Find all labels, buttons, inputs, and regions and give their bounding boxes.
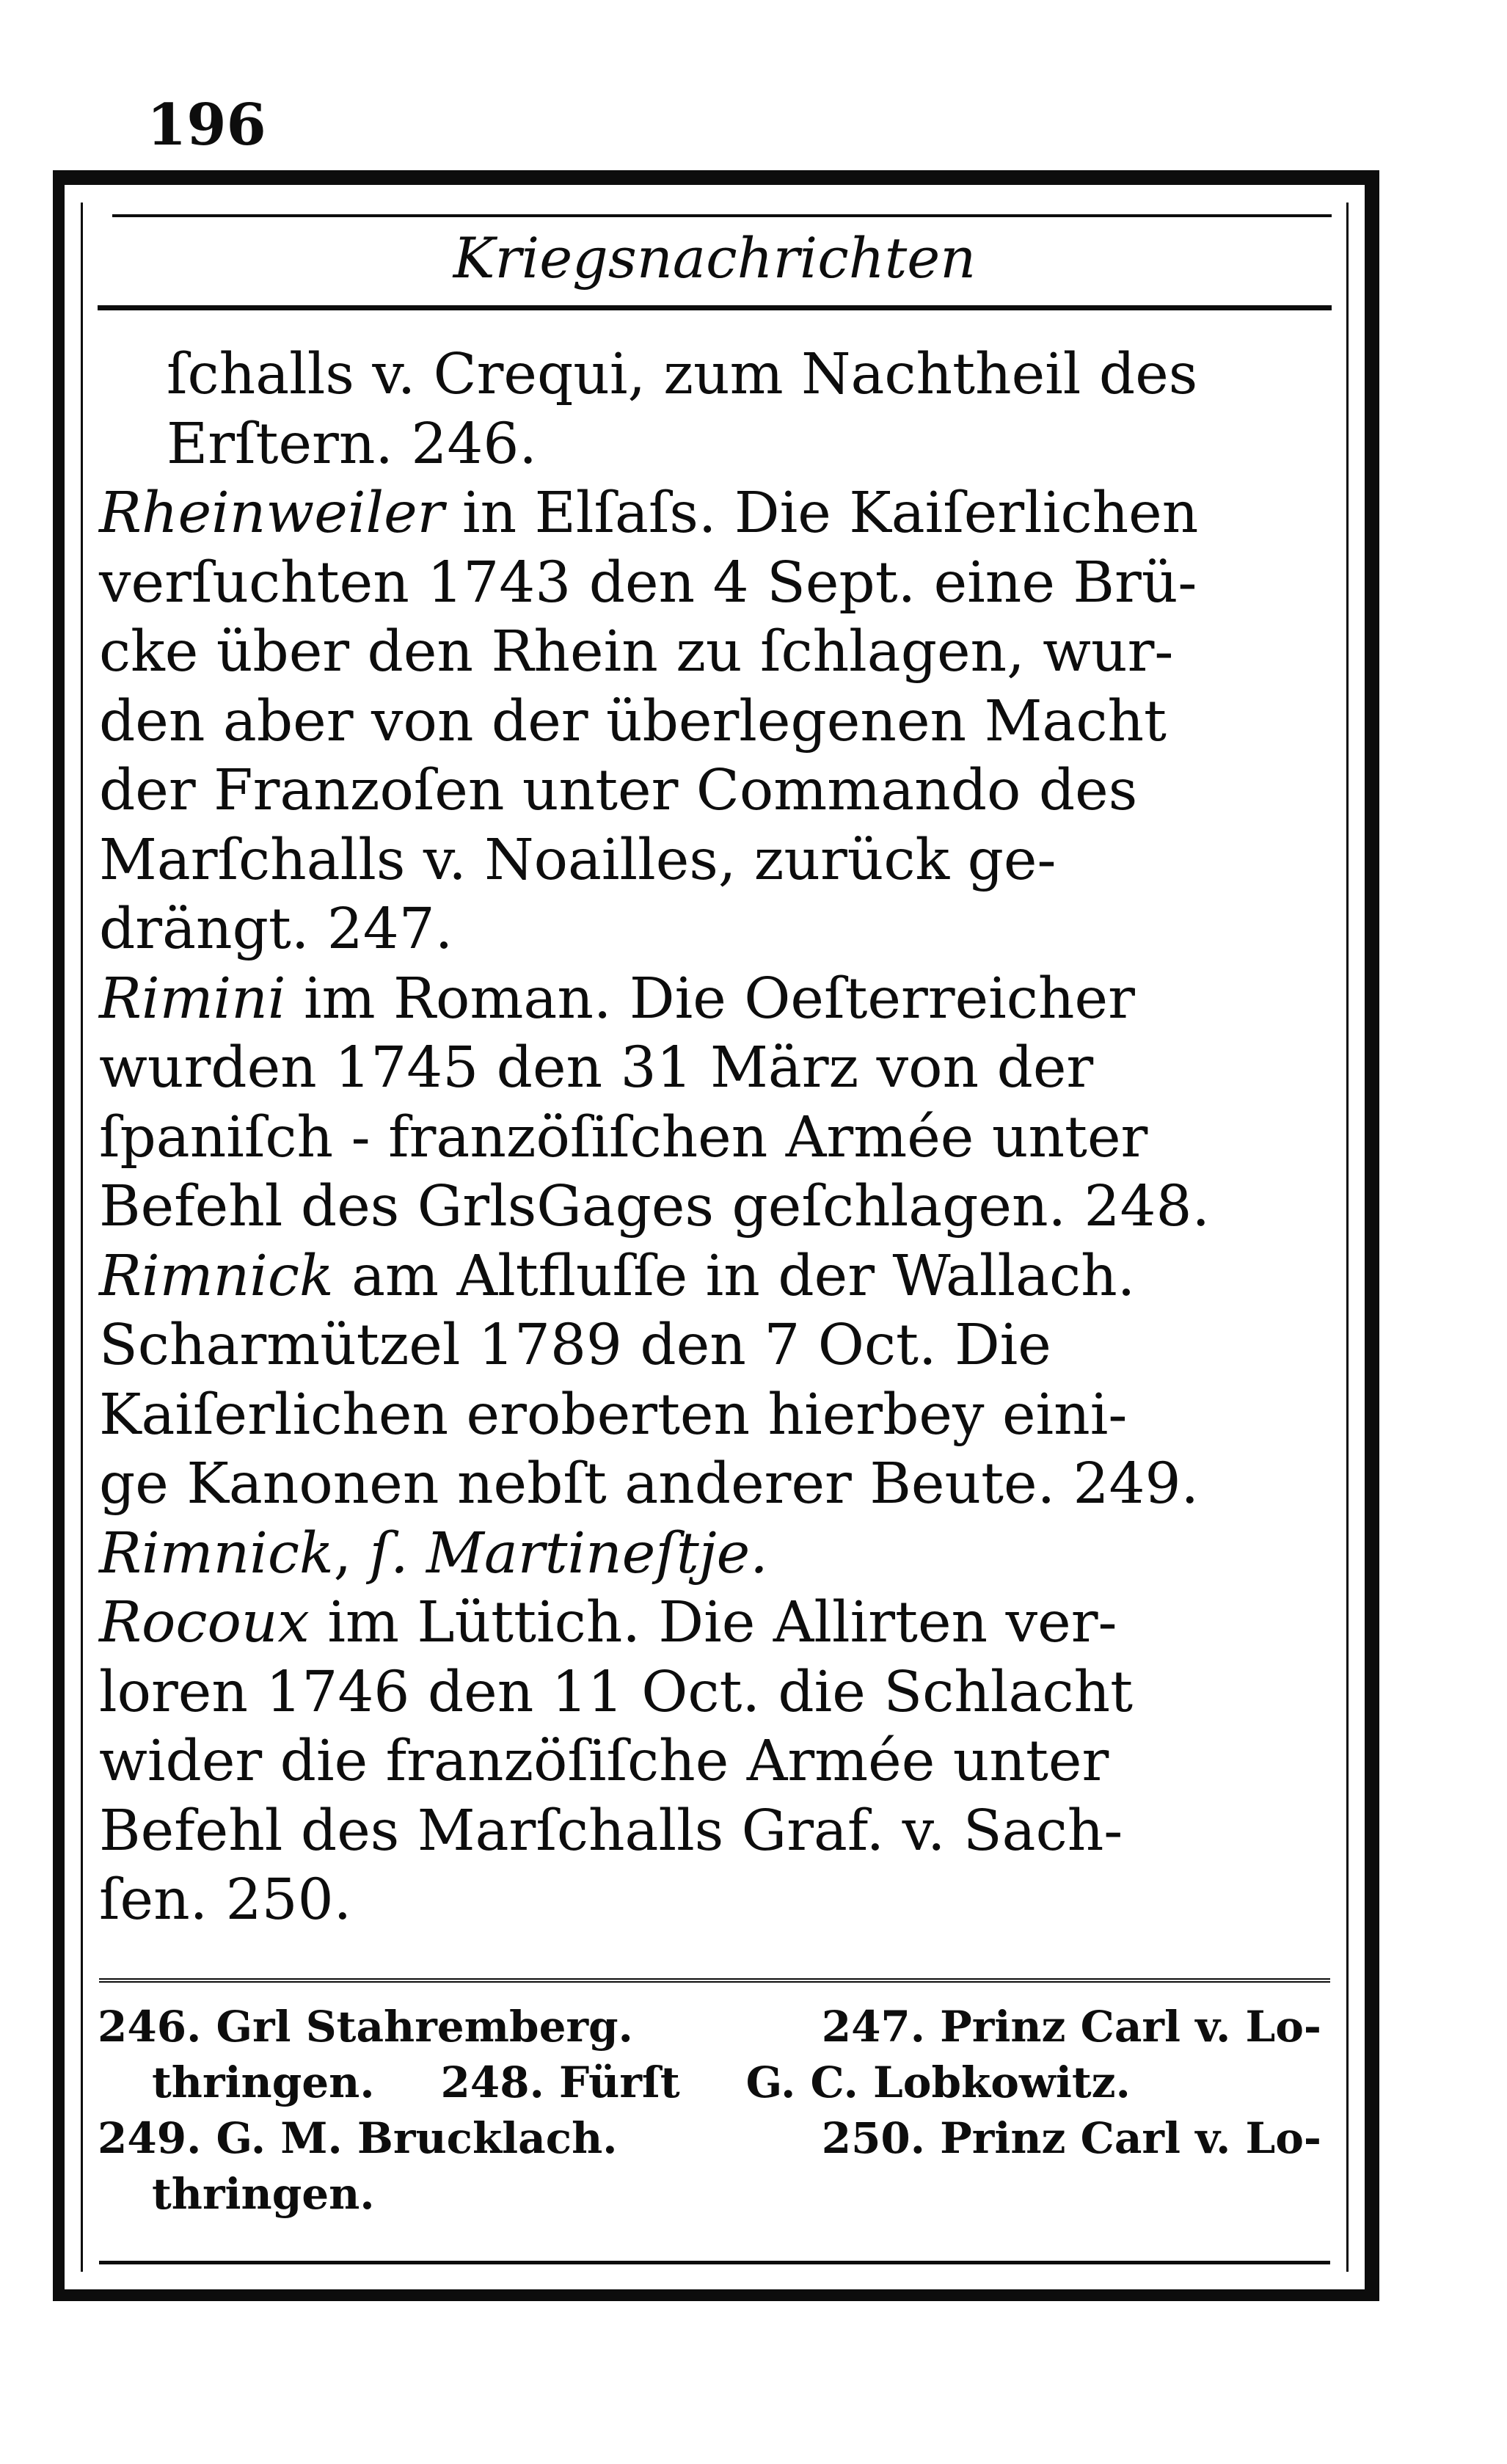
entry-rimini — [99, 965, 1324, 1242]
entry-rimnick-reference — [99, 1520, 1324, 1589]
entry-first-line — [99, 1589, 1324, 1658]
footnote-250-cont: thringen. — [152, 2169, 375, 2219]
entry-line: der Franzoſen unter Commando des — [99, 758, 1138, 823]
entry-line: ſchalls v. Crequi, zum Nachtheil des — [167, 342, 1198, 407]
entry-line: cke über den Rhein zu ſchlagen, wur- — [99, 619, 1174, 685]
entry-text: am Altfluſſe in der Wallach. — [333, 1243, 1136, 1309]
footnote-line — [98, 2166, 1321, 2222]
entry-text: , — [333, 1520, 370, 1586]
entry-first-line — [99, 1242, 1324, 1312]
page-frame — [53, 170, 1379, 2301]
footnote-gap — [375, 2055, 441, 2110]
entry-line: Kaiſerlichen eroberten hierbey eini- — [99, 1382, 1128, 1448]
entry-line: loren 1746 den 11 Oct. die Schlacht — [99, 1659, 1134, 1725]
footnote-line — [98, 2110, 1321, 2166]
entry-text: in Elſaſs. Die Kaiſerlichen — [444, 481, 1199, 546]
entry-rheinweiler — [99, 479, 1324, 965]
running-head: Kriegsnachrichten — [453, 225, 977, 291]
cross-reference: ſ. Martineſtje. — [369, 1520, 768, 1586]
header-rule-bottom — [98, 305, 1332, 310]
entry-rocoux — [99, 1589, 1324, 1936]
footnote-247: 247. Prinz Carl v. Lo- — [821, 2002, 1321, 2052]
entry-line: den aber von der überlegenen Macht — [99, 688, 1167, 754]
entry-line: ſen. 250. — [99, 1867, 352, 1933]
entry-line: Marſchalls v. Noailles, zurück ge- — [99, 827, 1057, 893]
footnote-246: 246. Grl Stahremberg. — [98, 2002, 633, 2052]
footnote-248: 248. Fürſt — [440, 2057, 680, 2107]
entry-text: im Roman. Die Oeſterreicher — [285, 966, 1135, 1032]
entry-line: ge Kanonen nebſt anderer Beute. 249. — [99, 1451, 1199, 1517]
entry-first-line — [99, 965, 1324, 1035]
footnotes — [98, 1999, 1321, 2222]
place-name: Rheinweiler — [99, 481, 445, 546]
entry-line: wider die franzöſiſche Armée unter — [99, 1729, 1109, 1794]
header-rule-top — [112, 214, 1332, 217]
footnote-line — [98, 2055, 1321, 2110]
entry-line: Befehl des Marſchalls Graf. v. Sach- — [99, 1798, 1123, 1864]
footnote-gap — [680, 2055, 746, 2110]
footnote-249: 249. G. M. Brucklach. — [98, 2113, 618, 2163]
footnote-248-cont: G. C. Lobkowitz. — [745, 2057, 1131, 2107]
entry-line: ſpaniſch - franzöſiſchen Armée unter — [99, 1104, 1148, 1170]
entry-first-line — [99, 1520, 1324, 1589]
entry-line: wurden 1745 den 31 März von der — [99, 1035, 1094, 1101]
footnote-250: 250. Prinz Carl v. Lo- — [821, 2113, 1321, 2163]
entry-text: im Lüttich. Die Allirten ver- — [309, 1590, 1117, 1655]
entry-line: Befehl des GrlsGages geſchlagen. 248. — [99, 1174, 1210, 1239]
footnote-247-cont: thringen. — [152, 2057, 375, 2107]
page-number: 196 — [147, 92, 266, 158]
footnote-rule — [99, 1978, 1330, 1984]
bottom-rule — [99, 2261, 1330, 2264]
entry-line: drängt. 247. — [99, 897, 453, 962]
entry-rimnick — [99, 1242, 1324, 1520]
place-name: Rocoux — [99, 1590, 310, 1655]
entry-list — [99, 340, 1324, 1936]
entry-first-line — [99, 479, 1324, 549]
entry-line: Erſtern. 246. — [167, 411, 537, 477]
entry-line: verſuchten 1743 den 4 Sept. eine Brü- — [99, 550, 1197, 616]
place-name: Rimini — [99, 966, 286, 1032]
place-name: Rimnick — [99, 1243, 334, 1309]
entry-line: Scharmützel 1789 den 7 Oct. Die — [99, 1313, 1051, 1378]
page-frame-inner — [81, 203, 1349, 2272]
entry-continuation — [99, 340, 1324, 479]
place-name: Rimnick — [99, 1520, 334, 1586]
footnote-line — [98, 1999, 1321, 2055]
